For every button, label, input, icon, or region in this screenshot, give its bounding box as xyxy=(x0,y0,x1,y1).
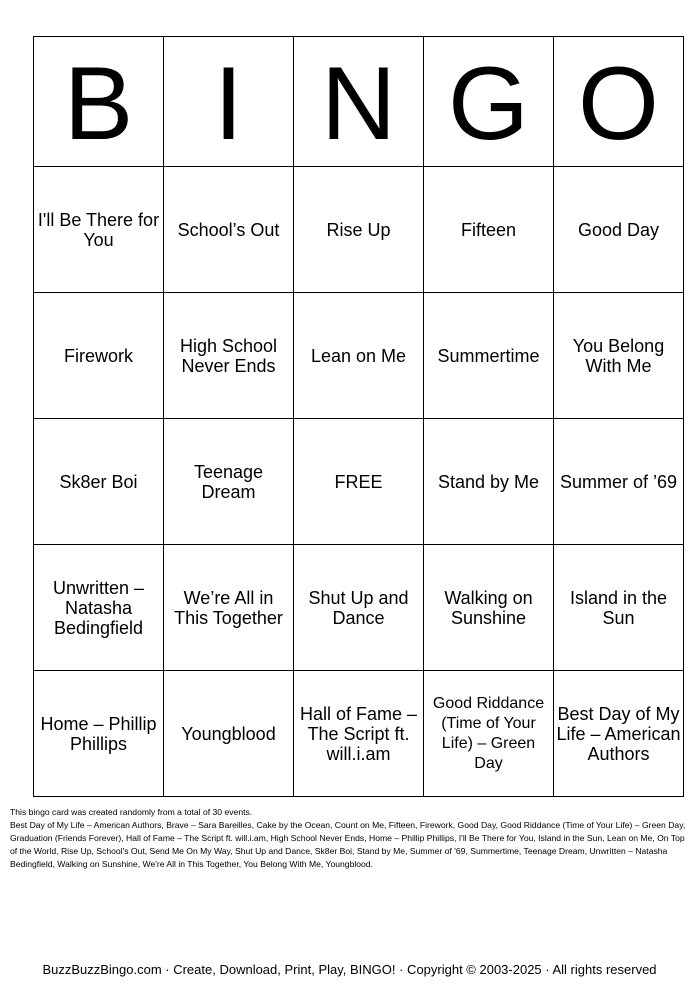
card-info-note xyxy=(10,806,690,871)
bingo-cell: Summertime xyxy=(424,293,554,419)
bingo-cell: Stand by Me xyxy=(424,419,554,545)
header-letter-g: G xyxy=(424,37,554,167)
bingo-row xyxy=(34,419,684,545)
bingo-cell: Island in the Sun xyxy=(554,545,684,671)
bingo-cell: Rise Up xyxy=(294,167,424,293)
bingo-cell: Good Day xyxy=(554,167,684,293)
bingo-cell: School’s Out xyxy=(164,167,294,293)
bingo-cell: You Belong With Me xyxy=(554,293,684,419)
bingo-cell: Teenage Dream xyxy=(164,419,294,545)
header-letter-o: O xyxy=(554,37,684,167)
bingo-cell: Firework xyxy=(34,293,164,419)
bingo-cell: Home – Phillip Phillips xyxy=(34,671,164,797)
page-footer: BuzzBuzzBingo.com · Create, Download, Print, Play, BINGO! · Copyright © 2003-2025 · All rights reserved xyxy=(42,962,657,977)
bingo-cell: I'll Be There for You xyxy=(34,167,164,293)
free-space-cell: FREE xyxy=(294,419,424,545)
bingo-cell: Unwritten – Natasha Bedingfield xyxy=(34,545,164,671)
bingo-cell: Youngblood xyxy=(164,671,294,797)
bingo-cell: Best Day of My Life – American Authors xyxy=(554,671,684,797)
bingo-header-row xyxy=(34,37,684,167)
bingo-row xyxy=(34,167,684,293)
bingo-cell: Sk8er Boi xyxy=(34,419,164,545)
bingo-row xyxy=(34,545,684,671)
bingo-cell: Summer of ’69 xyxy=(554,419,684,545)
bingo-cell: Shut Up and Dance xyxy=(294,545,424,671)
bingo-row xyxy=(34,293,684,419)
bingo-cell: Good Riddance (Time of Your Life) – Green Day xyxy=(424,671,554,797)
bingo-cell: Walking on Sunshine xyxy=(424,545,554,671)
bingo-row xyxy=(34,671,684,797)
bingo-card xyxy=(33,36,684,797)
header-letter-n: N xyxy=(294,37,424,167)
header-letter-i: I xyxy=(164,37,294,167)
bingo-cell: Fifteen xyxy=(424,167,554,293)
card-event-list: Best Day of My Life – American Authors, Brave – Sara Bareilles, Cake by the Ocean, Count on Me, Fifteen, Firework, Good Day, Good Riddance (Time of Your Life) – Green Day, Graduation (Friends Forever), Hall of Fame – The Script ft. will.i.am, High School Never Ends, Home – Phillip Phillips, I'll Be There for You, Island in the Sun, Lean on Me, On Top of the World, Rise Up, School's Out, Send Me On My Way, Shut Up and Dance, Sk8er Boi, Stand by Me, Summer of '69, Summertime, Teenage Dream, Unwritten – Natasha Bedingfield, Walking on Sunshine, We're All in This Together, You Belong With Me, Youngblood. xyxy=(10,820,686,869)
bingo-cell: We’re All in This Together xyxy=(164,545,294,671)
card-info-summary: This bingo card was created randomly from a total of 30 events. xyxy=(10,807,253,817)
bingo-cell: Lean on Me xyxy=(294,293,424,419)
bingo-cell: High School Never Ends xyxy=(164,293,294,419)
header-letter-b: B xyxy=(34,37,164,167)
bingo-cell: Hall of Fame – The Script ft. will.i.am xyxy=(294,671,424,797)
